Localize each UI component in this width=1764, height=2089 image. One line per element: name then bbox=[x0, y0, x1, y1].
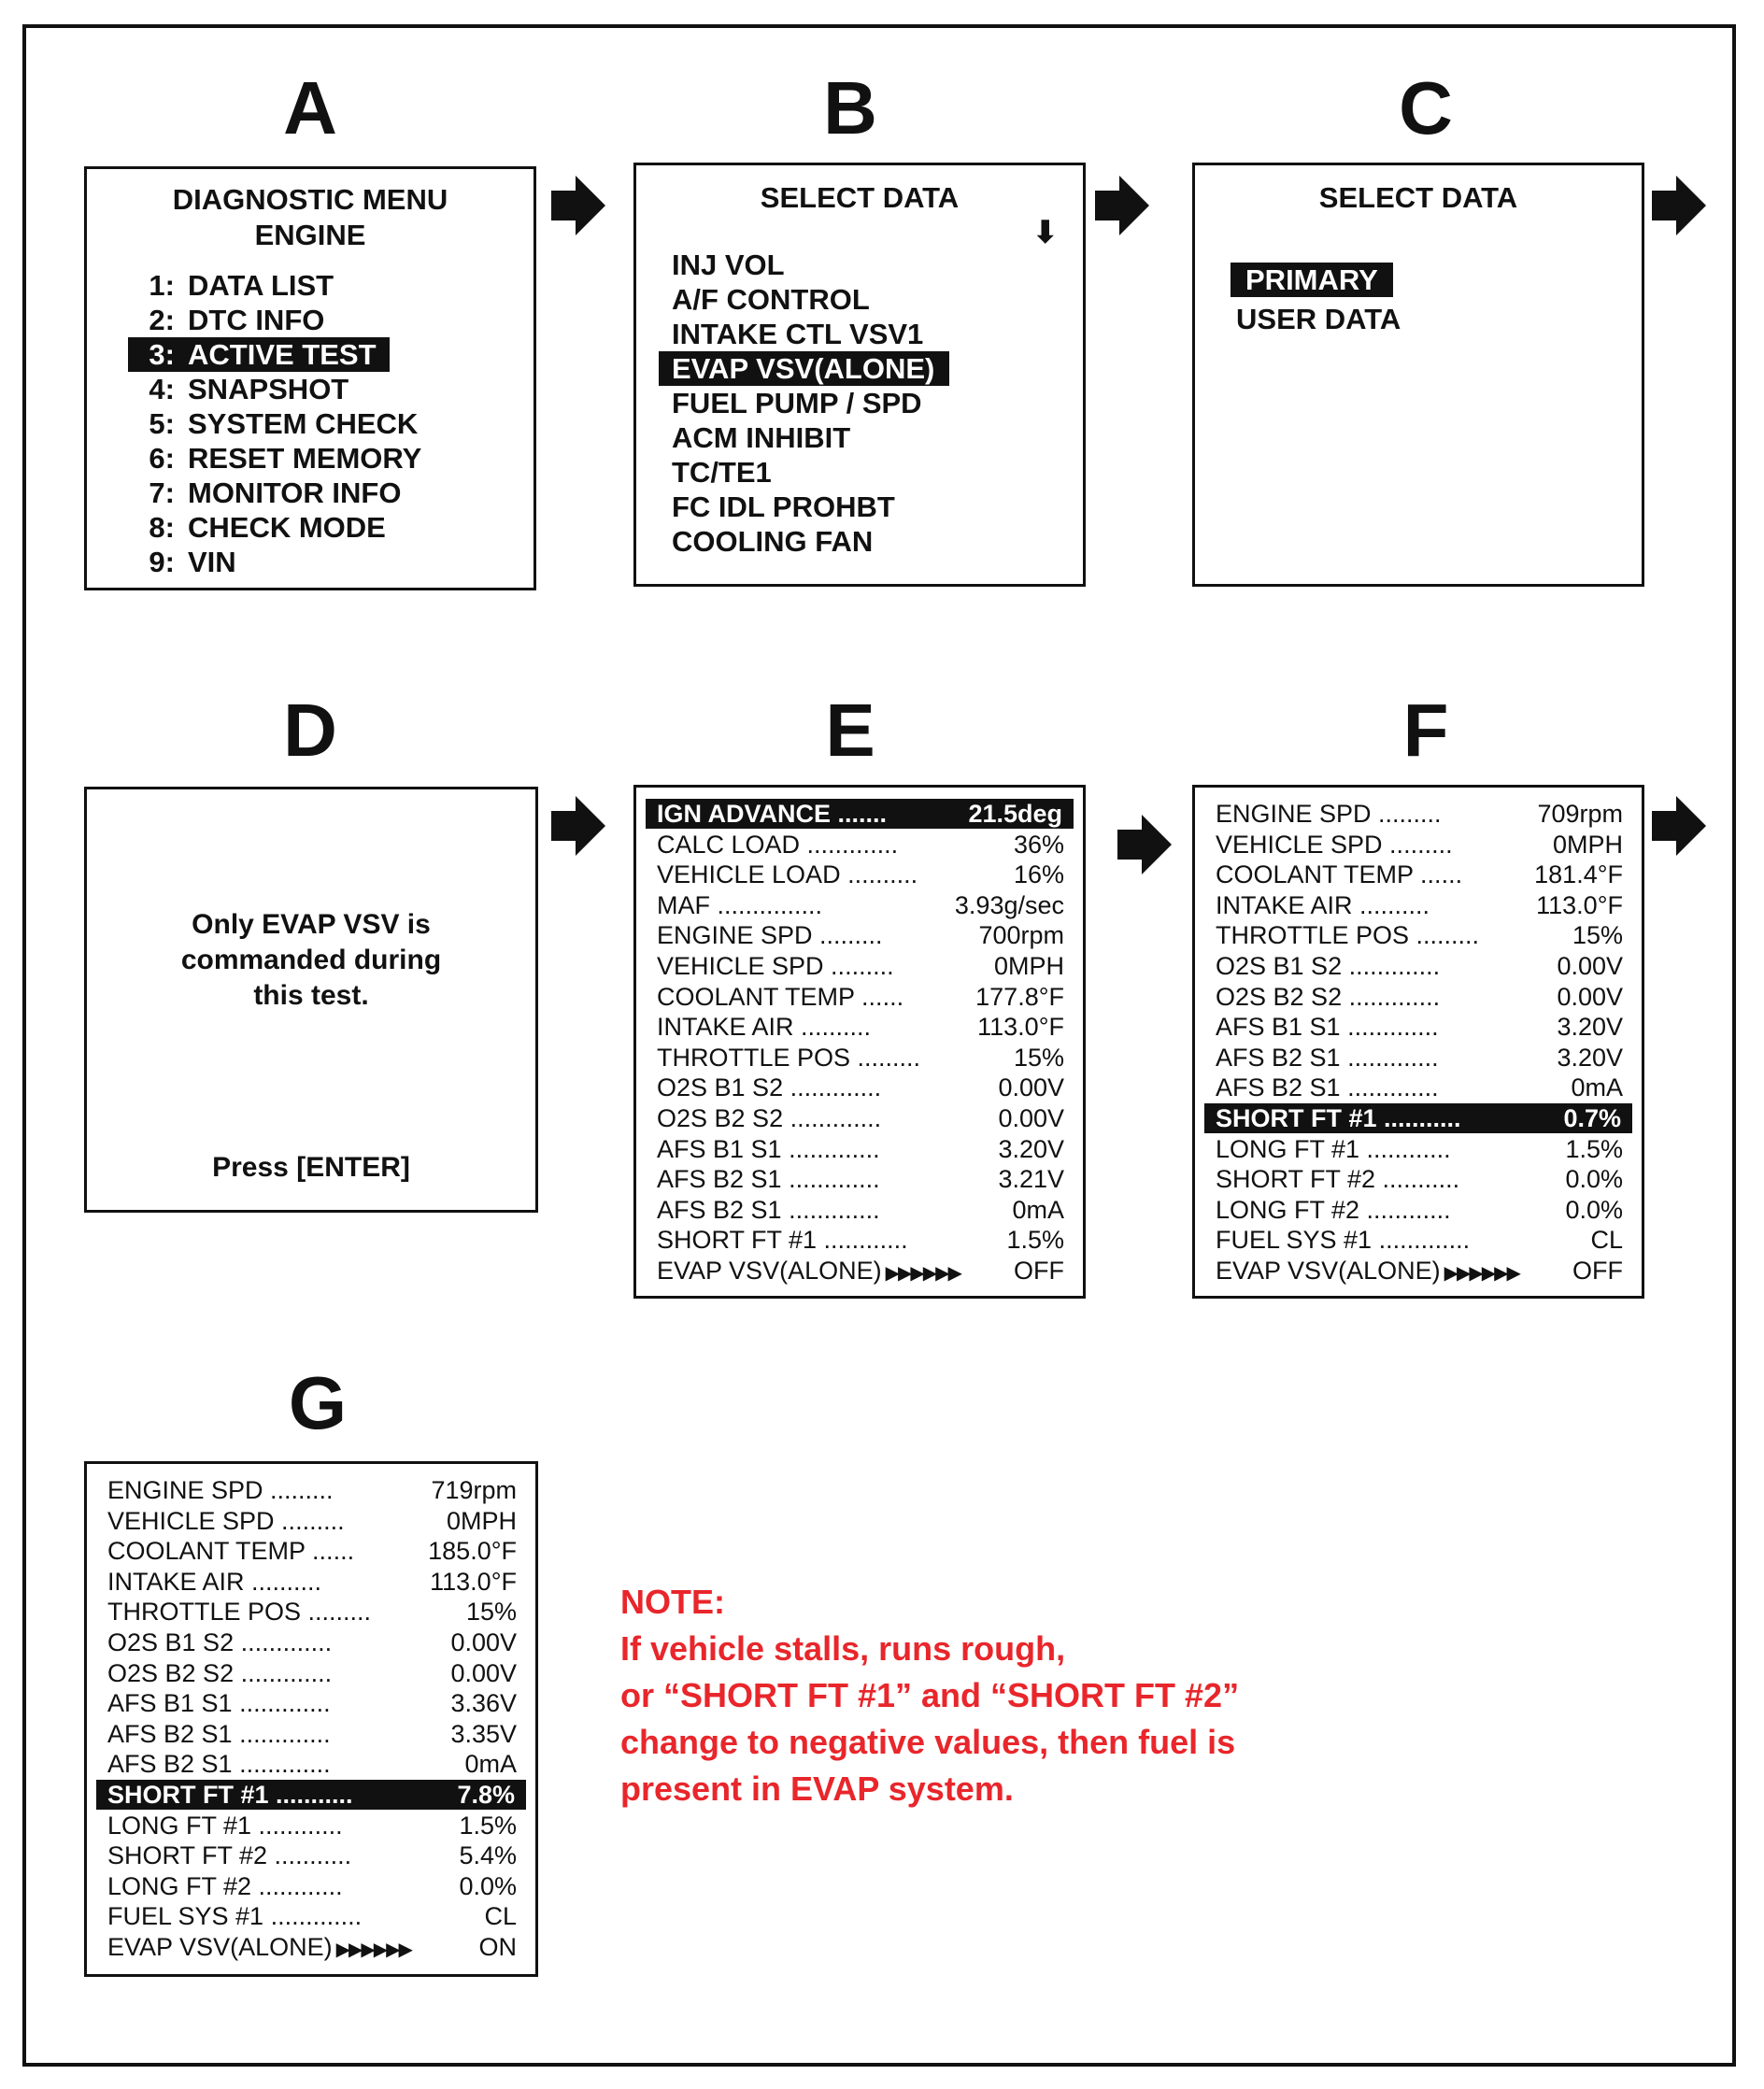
menu-item-label: CHECK MODE bbox=[188, 511, 386, 544]
data-value: 3.20V bbox=[998, 1134, 1064, 1163]
data-row[interactable] bbox=[1216, 1195, 1623, 1225]
menu-item-number: 9: bbox=[149, 546, 175, 578]
menu-item-number: 8: bbox=[149, 511, 175, 544]
data-value: 0.00V bbox=[1557, 982, 1623, 1011]
data-value: 15% bbox=[1013, 1043, 1064, 1072]
evap-note bbox=[620, 1579, 1239, 1812]
screen-title: SELECT DATA bbox=[1318, 181, 1518, 214]
data-value: CL bbox=[1590, 1226, 1623, 1255]
data-label: INTAKE AIR .......... bbox=[107, 1567, 322, 1596]
data-row[interactable] bbox=[107, 1719, 517, 1749]
screen-e-data-list bbox=[633, 785, 1086, 1299]
data-row[interactable] bbox=[107, 1536, 517, 1566]
panel-letter-c: C bbox=[1399, 66, 1453, 149]
data-label: LONG FT #1 ............ bbox=[1216, 1134, 1451, 1163]
data-row[interactable] bbox=[657, 1012, 1064, 1042]
data-label: VEHICLE SPD ......... bbox=[1216, 830, 1453, 859]
scroll-down-icon: ⬇ bbox=[1031, 215, 1059, 250]
menu-item-label: VIN bbox=[188, 546, 236, 578]
data-value: 7.8% bbox=[457, 1781, 515, 1809]
data-value: 0mA bbox=[464, 1750, 517, 1779]
data-label: EVAP VSV(ALONE) bbox=[1216, 1257, 1441, 1285]
info-line-1: Only EVAP VSV is bbox=[192, 909, 431, 940]
data-row[interactable] bbox=[1216, 1256, 1623, 1286]
data-label: O2S B1 S2 ............. bbox=[1216, 952, 1441, 980]
data-value: 1.5% bbox=[1006, 1226, 1064, 1255]
data-row[interactable] bbox=[657, 1195, 1064, 1225]
data-row[interactable] bbox=[1216, 1164, 1623, 1194]
data-row[interactable] bbox=[657, 1073, 1064, 1102]
note-heading: NOTE: bbox=[620, 1583, 725, 1621]
data-value: 177.8°F bbox=[975, 982, 1064, 1011]
data-row[interactable] bbox=[107, 1932, 517, 1962]
data-value: 15% bbox=[1572, 921, 1623, 950]
data-value: ON bbox=[478, 1933, 517, 1961]
data-label: COOLANT TEMP ...... bbox=[657, 982, 904, 1011]
data-value: OFF bbox=[1014, 1257, 1064, 1285]
data-label: FUEL SYS #1 ............. bbox=[107, 1902, 363, 1931]
data-value: 36% bbox=[1013, 830, 1064, 859]
data-row[interactable] bbox=[1216, 1073, 1623, 1102]
menu-item-8[interactable] bbox=[128, 510, 386, 545]
data-label: INTAKE AIR .......... bbox=[657, 1013, 872, 1042]
data-label: O2S B2 S2 ............. bbox=[657, 1104, 882, 1132]
evap-indicator-icon: ▶▶▶▶▶▶ bbox=[335, 1940, 411, 1960]
data-value: 3.35V bbox=[450, 1719, 517, 1748]
data-value: 719rpm bbox=[431, 1476, 517, 1504]
data-label: SHORT FT #2 ........... bbox=[1216, 1165, 1460, 1194]
menu-item-label: MONITOR INFO bbox=[188, 476, 402, 509]
menu-item-number: 7: bbox=[149, 476, 175, 509]
data-row[interactable] bbox=[107, 1567, 517, 1597]
data-option[interactable]: INJ VOL bbox=[672, 249, 785, 281]
data-label: O2S B2 S2 ............. bbox=[1216, 982, 1441, 1011]
screen-b-select-data bbox=[633, 163, 1086, 587]
data-row[interactable] bbox=[1216, 860, 1623, 889]
data-label: LONG FT #1 ............ bbox=[107, 1811, 343, 1840]
data-row[interactable] bbox=[1216, 982, 1623, 1012]
data-label: AFS B2 S1 ............. bbox=[1216, 1073, 1439, 1102]
note-line-3: change to negative values, then fuel is bbox=[620, 1723, 1236, 1761]
data-row[interactable] bbox=[657, 860, 1064, 889]
data-label: THROTTLE POS ......... bbox=[107, 1598, 372, 1627]
option-primary[interactable]: PRIMARY bbox=[1231, 263, 1393, 297]
data-value: 1.5% bbox=[459, 1811, 517, 1840]
data-label: LONG FT #2 ............ bbox=[107, 1871, 343, 1900]
data-value: 21.5deg bbox=[968, 800, 1062, 828]
data-label: O2S B1 S2 ............. bbox=[107, 1628, 333, 1656]
evap-label-wrap bbox=[657, 1256, 960, 1288]
data-option[interactable]: INTAKE CTL VSV1 bbox=[672, 318, 924, 350]
data-row[interactable] bbox=[1216, 1225, 1623, 1255]
data-label: INTAKE AIR .......... bbox=[1216, 890, 1430, 919]
data-value: 0.0% bbox=[1565, 1195, 1623, 1224]
data-row[interactable] bbox=[107, 1506, 517, 1536]
data-row[interactable] bbox=[657, 1134, 1064, 1164]
panel-letter-a: A bbox=[283, 66, 337, 149]
menu-item-label: SNAPSHOT bbox=[188, 373, 349, 405]
data-row[interactable] bbox=[657, 890, 1064, 920]
data-row[interactable] bbox=[1216, 830, 1623, 860]
data-row[interactable] bbox=[657, 1164, 1064, 1194]
panel-letter-e: E bbox=[825, 689, 875, 772]
data-label: CALC LOAD ............. bbox=[657, 830, 899, 859]
data-label: THROTTLE POS ......... bbox=[657, 1043, 921, 1072]
data-label: AFS B2 S1 ............. bbox=[657, 1165, 880, 1194]
data-row[interactable] bbox=[107, 1688, 517, 1718]
screen-title: SELECT DATA bbox=[760, 181, 960, 214]
data-value: 0.00V bbox=[998, 1073, 1064, 1102]
data-label: THROTTLE POS ......... bbox=[1216, 921, 1480, 950]
data-label: FUEL SYS #1 ............. bbox=[1216, 1226, 1471, 1255]
menu-item-9[interactable] bbox=[128, 545, 236, 579]
data-label: O2S B2 S2 ............. bbox=[107, 1658, 333, 1687]
data-option[interactable]: FUEL PUMP / SPD bbox=[672, 387, 922, 419]
menu-item-label: ACTIVE TEST bbox=[188, 338, 377, 371]
note-line-2: or “SHORT FT #1” and “SHORT FT #2” bbox=[620, 1676, 1240, 1714]
data-row[interactable] bbox=[657, 1225, 1064, 1255]
data-option[interactable]: A/F CONTROL bbox=[672, 283, 870, 316]
menu-item-label: RESET MEMORY bbox=[188, 442, 422, 475]
data-value: 700rpm bbox=[978, 921, 1064, 950]
data-value: 185.0°F bbox=[428, 1537, 517, 1566]
evap-indicator-icon: ▶▶▶▶▶▶ bbox=[885, 1263, 960, 1284]
data-value: 0MPH bbox=[1552, 830, 1623, 859]
menu-item-number: 4: bbox=[149, 373, 175, 405]
data-label: O2S B1 S2 ............. bbox=[657, 1073, 882, 1102]
data-label: SHORT FT #1 ........... bbox=[107, 1781, 353, 1809]
data-label: VEHICLE LOAD .......... bbox=[657, 860, 918, 889]
data-label: ENGINE SPD ......... bbox=[1216, 800, 1442, 828]
data-value: 0mA bbox=[1012, 1195, 1064, 1224]
data-value: 709rpm bbox=[1537, 800, 1623, 828]
data-option[interactable]: EVAP VSV(ALONE) bbox=[659, 351, 949, 386]
screen-f-data-list bbox=[1192, 785, 1644, 1299]
data-value: 0mA bbox=[1571, 1073, 1623, 1102]
data-row[interactable] bbox=[1216, 1134, 1623, 1164]
data-value: 0.00V bbox=[998, 1104, 1064, 1132]
data-label: AFS B2 S1 ............. bbox=[1216, 1043, 1439, 1072]
data-label: IGN ADVANCE ....... bbox=[657, 800, 888, 828]
data-row[interactable] bbox=[657, 951, 1064, 981]
data-row[interactable] bbox=[1216, 920, 1623, 950]
data-row[interactable] bbox=[657, 1256, 1064, 1286]
data-label: AFS B1 S1 ............. bbox=[107, 1689, 331, 1718]
data-row[interactable] bbox=[657, 920, 1064, 950]
panel-letter-g: G bbox=[288, 1361, 348, 1444]
data-value: 0.00V bbox=[450, 1658, 517, 1687]
data-value: CL bbox=[484, 1902, 517, 1931]
screen-c-select-data bbox=[1192, 163, 1644, 587]
menu-item-number: 5: bbox=[149, 407, 175, 440]
data-option[interactable]: COOLING FAN bbox=[672, 525, 874, 558]
menu-item-2[interactable] bbox=[128, 303, 324, 337]
menu-item-label: DATA LIST bbox=[188, 269, 334, 302]
data-row[interactable] bbox=[657, 1043, 1064, 1073]
data-row[interactable] bbox=[1216, 951, 1623, 981]
data-label: COOLANT TEMP ...... bbox=[1216, 860, 1463, 889]
data-row[interactable] bbox=[107, 1749, 517, 1779]
menu-item-number: 2: bbox=[149, 304, 175, 336]
right-arrow-icon bbox=[1652, 176, 1706, 235]
menu-item-label: SYSTEM CHECK bbox=[188, 407, 419, 440]
data-value: 0.0% bbox=[459, 1871, 517, 1900]
data-value: 1.5% bbox=[1565, 1134, 1623, 1163]
menu-item-5[interactable] bbox=[128, 406, 418, 441]
menu-title: DIAGNOSTIC MENU bbox=[172, 183, 448, 216]
data-row[interactable] bbox=[107, 1871, 517, 1901]
menu-item-7[interactable] bbox=[128, 476, 401, 510]
menu-item-3[interactable] bbox=[128, 337, 390, 372]
data-label: COOLANT TEMP ...... bbox=[107, 1537, 355, 1566]
data-label: LONG FT #2 ............ bbox=[1216, 1195, 1451, 1224]
data-row-selected[interactable] bbox=[1204, 1103, 1632, 1133]
data-row-selected[interactable] bbox=[96, 1780, 526, 1810]
menu-subtitle: ENGINE bbox=[254, 219, 366, 251]
enter-prompt[interactable]: Press [ENTER] bbox=[212, 1152, 410, 1183]
menu-item-6[interactable] bbox=[128, 441, 421, 476]
right-arrow-icon bbox=[1095, 176, 1149, 235]
evap-indicator-icon: ▶▶▶▶▶▶ bbox=[1444, 1263, 1519, 1284]
menu-item-number: 6: bbox=[149, 442, 175, 475]
panel-letter-f: F bbox=[1402, 689, 1449, 772]
data-value: 3.21V bbox=[998, 1165, 1064, 1194]
data-label: AFS B1 S1 ............. bbox=[1216, 1013, 1439, 1042]
data-label: VEHICLE SPD ......... bbox=[107, 1506, 345, 1535]
data-value: 113.0°F bbox=[430, 1567, 517, 1596]
data-row[interactable] bbox=[1216, 799, 1623, 829]
right-arrow-icon bbox=[551, 796, 605, 856]
data-label: EVAP VSV(ALONE) bbox=[107, 1933, 333, 1961]
data-value: 15% bbox=[465, 1598, 517, 1627]
data-label: SHORT FT #1 ........... bbox=[1216, 1104, 1461, 1132]
note-line-4: present in EVAP system. bbox=[620, 1769, 1014, 1808]
note-line-1: If vehicle stalls, runs rough, bbox=[620, 1629, 1066, 1668]
screen-a-diagnostic-menu bbox=[84, 166, 536, 590]
data-option[interactable]: FC IDL PROHBT bbox=[672, 490, 895, 523]
data-row[interactable] bbox=[657, 830, 1064, 860]
right-arrow-icon bbox=[1117, 815, 1172, 874]
data-label: AFS B2 S1 ............. bbox=[107, 1719, 331, 1748]
right-arrow-icon bbox=[551, 176, 605, 235]
data-row[interactable] bbox=[107, 1811, 517, 1840]
data-label: VEHICLE SPD ......... bbox=[657, 952, 894, 980]
data-value: 0.00V bbox=[1557, 952, 1623, 980]
info-line-3: this test. bbox=[253, 980, 369, 1011]
data-value: 113.0°F bbox=[1536, 890, 1623, 919]
data-value: OFF bbox=[1572, 1257, 1623, 1285]
data-value: 16% bbox=[1013, 860, 1064, 889]
right-arrow-icon bbox=[1652, 796, 1706, 856]
data-label: SHORT FT #1 ............ bbox=[657, 1226, 908, 1255]
data-value: 0.7% bbox=[1563, 1104, 1621, 1132]
data-label: SHORT FT #2 ........... bbox=[107, 1841, 352, 1870]
data-value: 3.93g/sec bbox=[954, 890, 1064, 919]
data-row-selected[interactable] bbox=[646, 799, 1074, 829]
data-label: AFS B2 S1 ............. bbox=[657, 1195, 880, 1224]
data-row[interactable] bbox=[1216, 1012, 1623, 1042]
data-row[interactable] bbox=[107, 1840, 517, 1870]
evap-label-wrap bbox=[107, 1932, 411, 1965]
option-user-data[interactable]: USER DATA bbox=[1236, 303, 1401, 335]
data-row[interactable] bbox=[107, 1901, 517, 1931]
data-row[interactable] bbox=[107, 1627, 517, 1657]
data-value: 5.4% bbox=[459, 1841, 517, 1870]
menu-item-number: 3: bbox=[149, 338, 175, 371]
data-value: 0.00V bbox=[450, 1628, 517, 1656]
menu-item-number: 1: bbox=[149, 269, 175, 302]
data-value: 113.0°F bbox=[977, 1013, 1064, 1042]
data-row[interactable] bbox=[657, 982, 1064, 1012]
data-value: 181.4°F bbox=[1534, 860, 1623, 889]
info-line-2: commanded during bbox=[180, 945, 442, 975]
data-row[interactable] bbox=[1216, 890, 1623, 920]
data-value: 3.36V bbox=[450, 1689, 517, 1718]
data-value: 3.20V bbox=[1557, 1043, 1623, 1072]
data-value: 0MPH bbox=[446, 1506, 517, 1535]
data-value: 0MPH bbox=[993, 952, 1064, 980]
menu-item-4[interactable] bbox=[128, 372, 349, 406]
data-value: 3.20V bbox=[1557, 1013, 1623, 1042]
menu-item-1[interactable] bbox=[128, 268, 334, 303]
data-label: AFS B2 S1 ............. bbox=[107, 1750, 331, 1779]
data-label: ENGINE SPD ......... bbox=[657, 921, 883, 950]
panel-letter-d: D bbox=[283, 689, 337, 772]
data-row[interactable] bbox=[107, 1475, 517, 1505]
data-label: MAF ............... bbox=[657, 890, 823, 919]
panel-letter-b: B bbox=[823, 66, 877, 149]
evap-label-wrap bbox=[1216, 1256, 1519, 1288]
data-option[interactable]: ACM INHIBIT bbox=[672, 421, 851, 454]
data-label: AFS B1 S1 ............. bbox=[657, 1134, 880, 1163]
menu-item-label: DTC INFO bbox=[188, 304, 325, 336]
data-row[interactable] bbox=[1216, 1043, 1623, 1073]
data-value: 0.0% bbox=[1565, 1165, 1623, 1194]
screen-g-data-list bbox=[84, 1461, 538, 1977]
screen-d-info bbox=[84, 787, 538, 1213]
data-row[interactable] bbox=[107, 1597, 517, 1627]
data-row[interactable] bbox=[107, 1658, 517, 1688]
data-option[interactable]: TC/TE1 bbox=[672, 456, 772, 489]
data-label: EVAP VSV(ALONE) bbox=[657, 1257, 882, 1285]
data-row[interactable] bbox=[657, 1103, 1064, 1133]
data-label: ENGINE SPD ......... bbox=[107, 1476, 334, 1504]
